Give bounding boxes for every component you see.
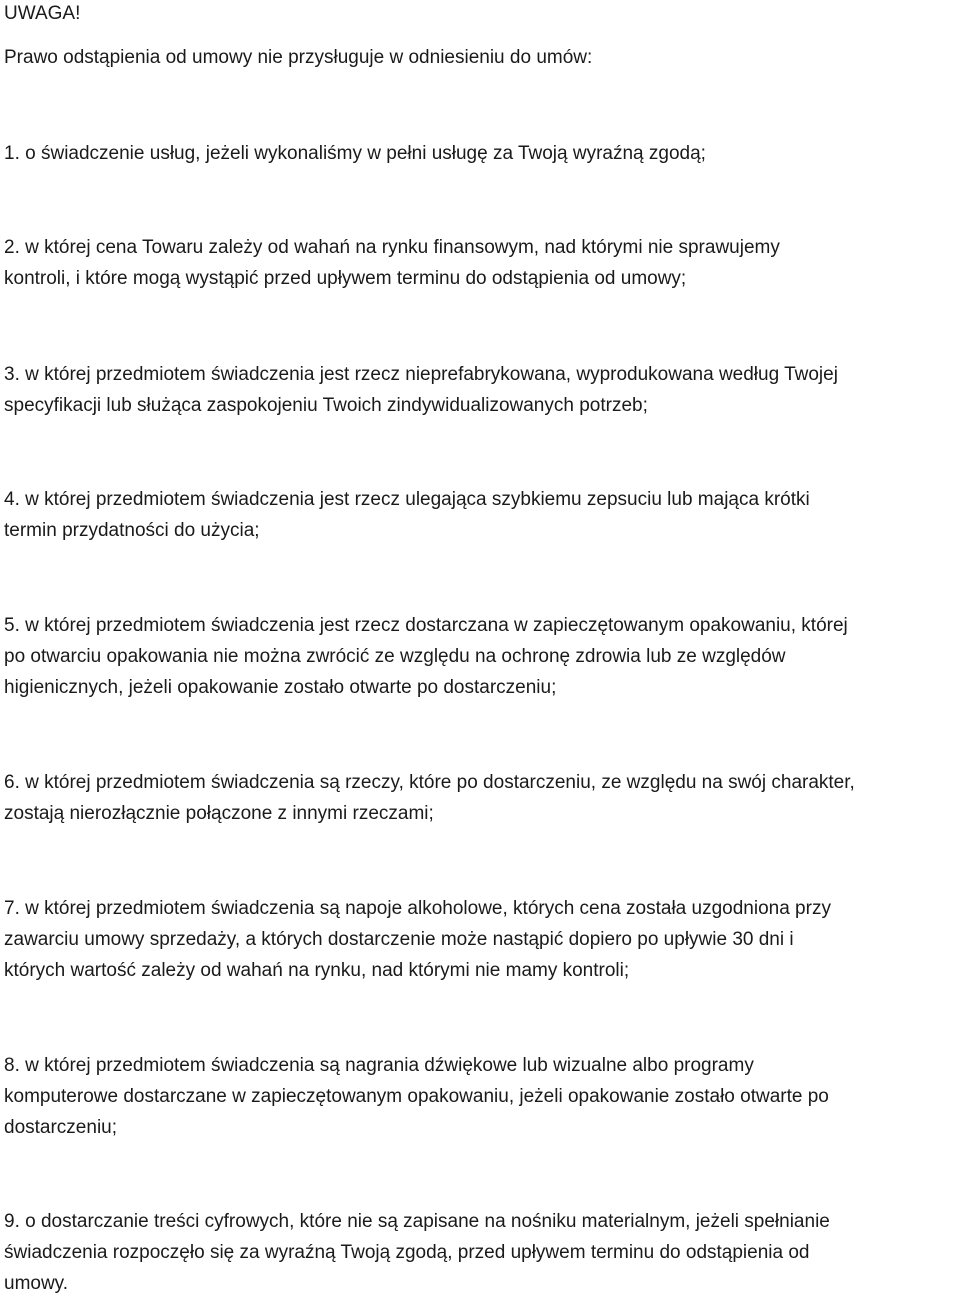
item-line: dostarczeniu;	[4, 1117, 118, 1138]
item-line: 3. w której przedmiotem świadczenia jest rzecz nieprefabrykowana, wyprodukowana według Twojej	[4, 364, 838, 385]
item-line: specyfikacji lub służąca zaspokojeniu Twoich zindywidualizowanych potrzeb;	[4, 395, 648, 416]
item-line: 4. w której przedmiotem świadczenia jest rzecz ulegająca szybkiemu zepsuciu lub mająca krótki	[4, 489, 810, 510]
item-line: 8. w której przedmiotem świadczenia są nagrania dźwiękowe lub wizualne albo programy	[4, 1055, 754, 1076]
item-line: 2. w której cena Towaru zależy od wahań na rynku finansowym, nad którymi nie sprawujemy	[4, 237, 780, 258]
list-item-9	[4, 1206, 830, 1299]
item-line: 1. o świadczenie usług, jeżeli wykonaliśmy w pełni usługę za Twoją wyraźną zgodą;	[4, 143, 706, 164]
item-line: kontroli, i które mogą wystąpić przed upływem terminu do odstąpienia od umowy;	[4, 268, 687, 289]
item-line: których wartość zależy od wahań na rynku, nad którymi nie mamy kontroli;	[4, 960, 630, 981]
item-line: zawarciu umowy sprzedaży, a których dostarczenie może nastąpić dopiero po upływie 30 dni i	[4, 929, 794, 950]
list-item-7	[4, 893, 831, 986]
item-line: higienicznych, jeżeli opakowanie zostało otwarte po dostarczeniu;	[4, 677, 557, 698]
list-item-1	[4, 138, 706, 169]
item-line: 5. w której przedmiotem świadczenia jest rzecz dostarczana w zapieczętowanym opakowaniu, której	[4, 615, 848, 636]
item-line: komputerowe dostarczane w zapieczętowanym opakowaniu, jeżeli opakowanie zostało otwarte po	[4, 1086, 829, 1107]
item-line: po otwarciu opakowania nie można zwrócić ze względu na ochronę zdrowia lub ze względów	[4, 646, 786, 667]
item-line: zostają nierozłącznie połączone z innymi rzeczami;	[4, 803, 434, 824]
warning-heading: UWAGA!	[4, 3, 81, 24]
list-item-2	[4, 232, 780, 294]
item-line: 9. o dostarczanie treści cyfrowych, które nie są zapisane na nośniku materialnym, jeżeli spełnianie	[4, 1211, 830, 1232]
item-line: świadczenia rozpoczęło się za wyraźną Twoją zgodą, przed upływem terminu do odstąpienia od	[4, 1242, 810, 1263]
item-line: 6. w której przedmiotem świadczenia są rzeczy, które po dostarczeniu, ze względu na swój charakter,	[4, 772, 855, 793]
item-line: 7. w której przedmiotem świadczenia są napoje alkoholowe, których cena została uzgodniona przy	[4, 898, 831, 919]
list-item-4	[4, 484, 810, 546]
list-item-3	[4, 359, 838, 421]
list-item-8	[4, 1050, 829, 1143]
item-line: umowy.	[4, 1273, 69, 1294]
list-item-6	[4, 767, 855, 829]
list-item-5	[4, 610, 848, 703]
intro-text: Prawo odstąpienia od umowy nie przysługuje w odniesieniu do umów:	[4, 47, 593, 68]
item-line: termin przydatności do użycia;	[4, 520, 260, 541]
